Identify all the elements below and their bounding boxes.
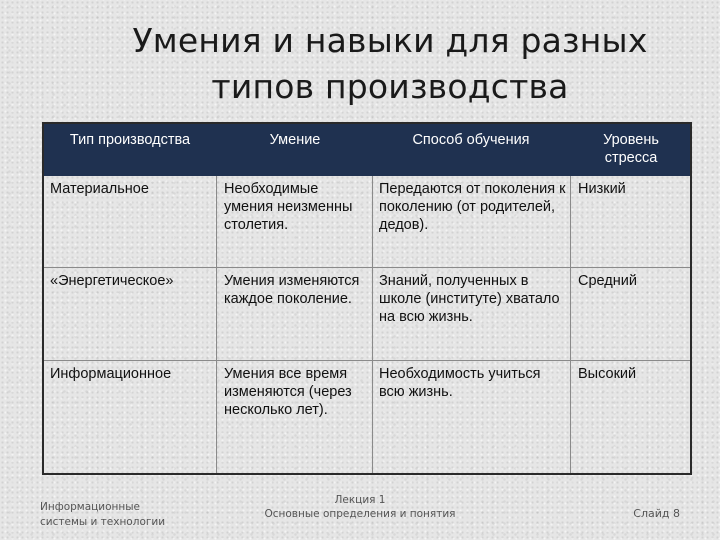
header-production-type: Тип производства — [69, 132, 191, 148]
header-stress-level: Уровень стресса — [603, 132, 659, 166]
table-row — [44, 361, 690, 473]
cell-learning-method: Передаются от поколения к поколению (от родителей, дедов). — [379, 181, 566, 233]
cell-production-type: Информационное — [50, 366, 172, 382]
footer-course-line-2: системы и технологии — [40, 516, 166, 528]
cell-learning-method: Необходимость учиться всю жизнь. — [379, 366, 541, 400]
slide-title-line-1: Умения и навыки для разных — [132, 21, 648, 60]
footer-slide-number: Слайд 8 — [633, 507, 680, 520]
production-skills-table — [42, 122, 692, 475]
cell-production-type: «Энергетическое» — [50, 273, 174, 289]
table-row — [44, 268, 690, 360]
header-skill: Умение — [269, 132, 321, 148]
cell-skill: Умения изменяются каждое поколение. — [224, 273, 360, 307]
footer-course-name — [40, 500, 165, 530]
cell-stress-level: Средний — [578, 273, 637, 289]
cell-production-type: Материальное — [50, 181, 149, 197]
slide-title — [120, 18, 660, 110]
header-learning-method: Способ обучения — [412, 132, 530, 148]
footer-lecture-topic: Основные определения и понятия — [264, 508, 456, 520]
footer-lecture — [240, 493, 480, 521]
cell-learning-method: Знаний, полученных в школе (институте) хватало на всю жизнь. — [379, 273, 560, 325]
cell-skill: Умения все время изменяются (через несколько лет). — [224, 366, 352, 418]
slide-title-line-2: типов производства — [211, 67, 569, 106]
cell-skill: Необходимые умения неизменны столетия. — [224, 181, 353, 233]
table-header-row — [44, 124, 690, 176]
footer-lecture-number: Лекция 1 — [334, 494, 386, 506]
table-row — [44, 176, 690, 267]
footer-course-line-1: Информационные — [40, 501, 141, 513]
cell-stress-level: Низкий — [578, 181, 626, 197]
cell-stress-level: Высокий — [578, 366, 637, 382]
